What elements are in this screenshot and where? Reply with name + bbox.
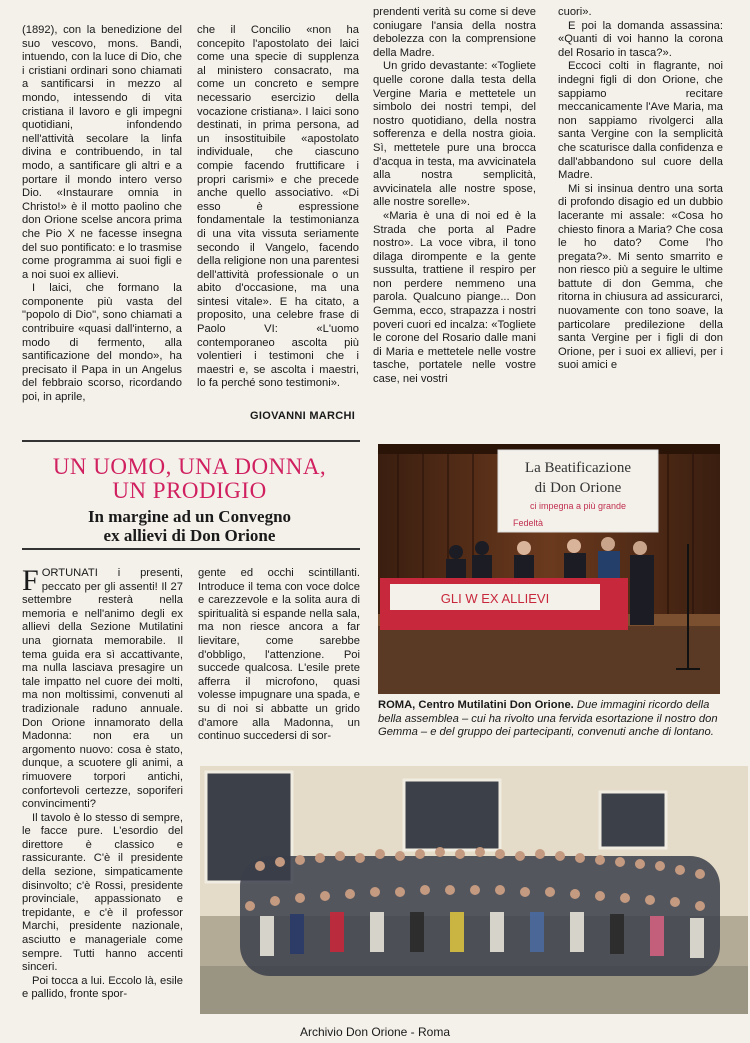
paragraph: cuori».: [558, 6, 592, 18]
top-column-1: [22, 24, 182, 405]
paragraph: E poi la domanda assassina: «Quanti di voi hanno la corona del Rosario in tasca?».: [558, 19, 723, 59]
paragraph: Mi si insinua dentro una sorta di profondo disagio ed un dubbio lacerante mi assale: «Cosa ho chiesto finora a Maria? Che cosa le ho dato? Come l'ho pregata?». Mi sento smarrito e non riesco più a seguire le ultime battute di don Gemma, che ritorna in chiusura ad assicurarci, nuovamente con tono soave, la particolare predilezione della santa Vergine per i figli di don Orione, per i suoi ex allievi, per i suoi amici e: [558, 182, 723, 372]
banner-line4: Fedeltà: [512, 518, 544, 528]
group-photo-drawing: [200, 766, 748, 1014]
headline-subtitle-line1: In margine ad un Convegno: [87, 507, 292, 526]
banner-line1: La Beatificazione: [524, 460, 632, 476]
author-signature: GIOVANNI MARCHI: [250, 410, 356, 422]
paragraph: I laici, che formano la componente più vasta del "popolo di Dio", sono chiamati a contribuire «quasi dall'interno, a modo di fermento, alla santificazione del mondo», ha precisato il Papa in un Angelus del febbraio scorso, ricordando poi, in aprile,: [22, 282, 182, 404]
drop-cap: F: [22, 564, 39, 597]
paragraph: (1892), con la benedizione del suo vescovo, mons. Bandi, intuendo, con la luce di Dio, che i cristiani ordinari sono chiamati a santificarsi in mezzo al mondo, intessendo di vita cristiana il lavoro e gli impegni quotidiani, infondendo nell'attività secolare la linfa divina e contribuendo, in tal modo, a santificare gli altri e a portare il mondo intero verso Dio. «Instaurare omnia in Christo!» è il motto paolino che don Orione scelse ancora prima che Pio X ne facesse insegna del suo pontificato: e lo trasmise come programma ai suoi figli e a noi suoi ex allievi.: [22, 24, 182, 281]
banner-line2: di Don Orione: [534, 480, 622, 496]
paragraph: Poi tocca a lui. Eccolo là, esile e pallido, fronte spor-: [22, 974, 183, 1001]
caption-location: ROMA, Centro Mutilatini Don Orione.: [378, 699, 574, 711]
paragraph-text: ORTUNATI i presenti, peccato per gli assenti! Il 27 settembre resterà nella memoria e nell'animo degli ex allievi della Sezione Mutilatini una giornata memorabile. Il tema guida era sì accattivante, ma nulla lasciava presagire un tale impatto nel cuore dei molti, ma non moltissimi, convenuti al tradizionale raduno annuale. Don Orione innamorato della Madonna: non era un argomento nuovo: cosa è stato, dunque, a scuotere gli animi, a rimuovere torpori antichi, confortevoli certezze, soporiferi convincimenti?: [22, 567, 183, 811]
tablecloth-text: GLI W EX ALLIEVI: [440, 591, 550, 606]
article-headline: [22, 455, 357, 545]
paragraph: Un grido devastante: «Togliete quelle corone dalla testa della Vergine Maria e mettetele un simbolo dei nostri tempi, del nostro quotidiano, della nostra sofferenza e della nostra gioia. Sì, mettetele pure una brocca d'acqua in testa, ma avvicinatela alla nostra semplicità, avvicinatela alle nostre spose, alle nostre sorelle».: [373, 60, 536, 209]
conference-photo: [378, 444, 720, 694]
paragraph: prendenti verità su come si deve coniugare l'ansia della nostra debolezza con la comprensione della Madre.: [373, 6, 536, 59]
top-column-2: [197, 24, 359, 391]
top-column-3: [373, 6, 536, 387]
paragraph: Eccoci colti in flagrante, noi indegni figli di don Orione, che sappiamo recitare meccanicamente l'Ave Maria, ma non sappiamo rivolgerci alla santa Vergine con la semplicità che scaturisce dalla confidenza e dall'abbandono sul cuore della Madre.: [558, 60, 723, 182]
archive-footer: Archivio Don Orione - Roma: [299, 1025, 451, 1039]
headline-subtitle-line2: ex allievi di Don Orione: [103, 526, 276, 545]
headline-divider: [22, 548, 360, 550]
headline-title-line2: UN PRODIGIO: [112, 478, 267, 503]
conference-photo-drawing: [378, 444, 720, 694]
paragraph: gente ed occhi scintillanti. Introduce il tema con voce dolce e carezzevole e la solita aura di spiritualità si espande nella sala, ma non riesce ancora a far lievitare, come sarebbe d'obbligo, l'attenzione. Poi succede qualcosa. L'esile prete afferra il microfono, quasi volesse impugnare una spada, e su di noi si abbatte un grido d'amore alla Madonna, un continuo succedersi di sor-: [198, 567, 360, 743]
group-photo: [200, 766, 748, 1014]
headline-title-line1: UN UOMO, UNA DONNA,: [52, 454, 327, 479]
photo-caption: [378, 699, 723, 740]
article-column-2: [198, 567, 360, 744]
paragraph: che il Concilio «non ha concepito l'apostolato dei laici come una specie di supplenza al ministero consacrato, ma come un concreto e sempre necessario esercizio della vocazione cristiana». I laici sono destinati, in prima persona, ad un insostituibile «apostolato individuale, che ciascuno compie facendo fruttificare i propri carismi» e che precede anche quello associativo. «Di esso è espressione fondamentale la testimonianza di una vita vissuta seriamente secondo il Vangelo, facendo della religione non una parentesi dell'attività professionale o un abito d'occasione, ma una sintesi vitale». E ha citato, a proposito, una celebre frase di Paolo VI: «L'uomo contemporaneo ascolta più volentieri i testimoni che i maestri e, se ascolta i maestri, lo fa perché sono testimoni».: [197, 24, 359, 390]
paragraph: Il tavolo è lo stesso di sempre, le facce pure. L'esordio del direttore è classico e rassicurante. C'è il presidente della sezione, simpaticamente disinvolto; c'è Rossi, presidente provinciale, appassionato e trepidante, e c'è il professor Marchi, presidente nazionale, asciutto e manageriale come sempre. Tutti hanno accenti sinceri.: [22, 811, 183, 974]
crowd: [240, 847, 720, 976]
section-divider: [22, 440, 360, 442]
paragraph: «Maria è una di noi ed è la Strada che porta al Padre nostro». La voce vibra, il tono dilaga dirompente e la gente sussulta, trattiene il respiro per non perdere nemmeno una parola. Qualcuno piange... Don Gemma, ecco, strapazza i nostri poveri cuori ed incalza: «Togliete le corone del Rosario dalle mani di Maria e mettetele nelle vostre tasche, portatele nelle vostre case, nei vostri: [373, 209, 536, 386]
article-column-1: [22, 564, 183, 1002]
banner-line3: ci impegna a più grande: [529, 501, 627, 511]
top-column-4: [558, 6, 723, 373]
caption-text: Due immagini ricordo della bella assemblea – cui ha rivolto una fervida esortazione il nostro don Gemma – e del gruppo dei partecipanti, convenuti anche di lontano.: [378, 699, 718, 739]
paragraph: [22, 564, 183, 812]
